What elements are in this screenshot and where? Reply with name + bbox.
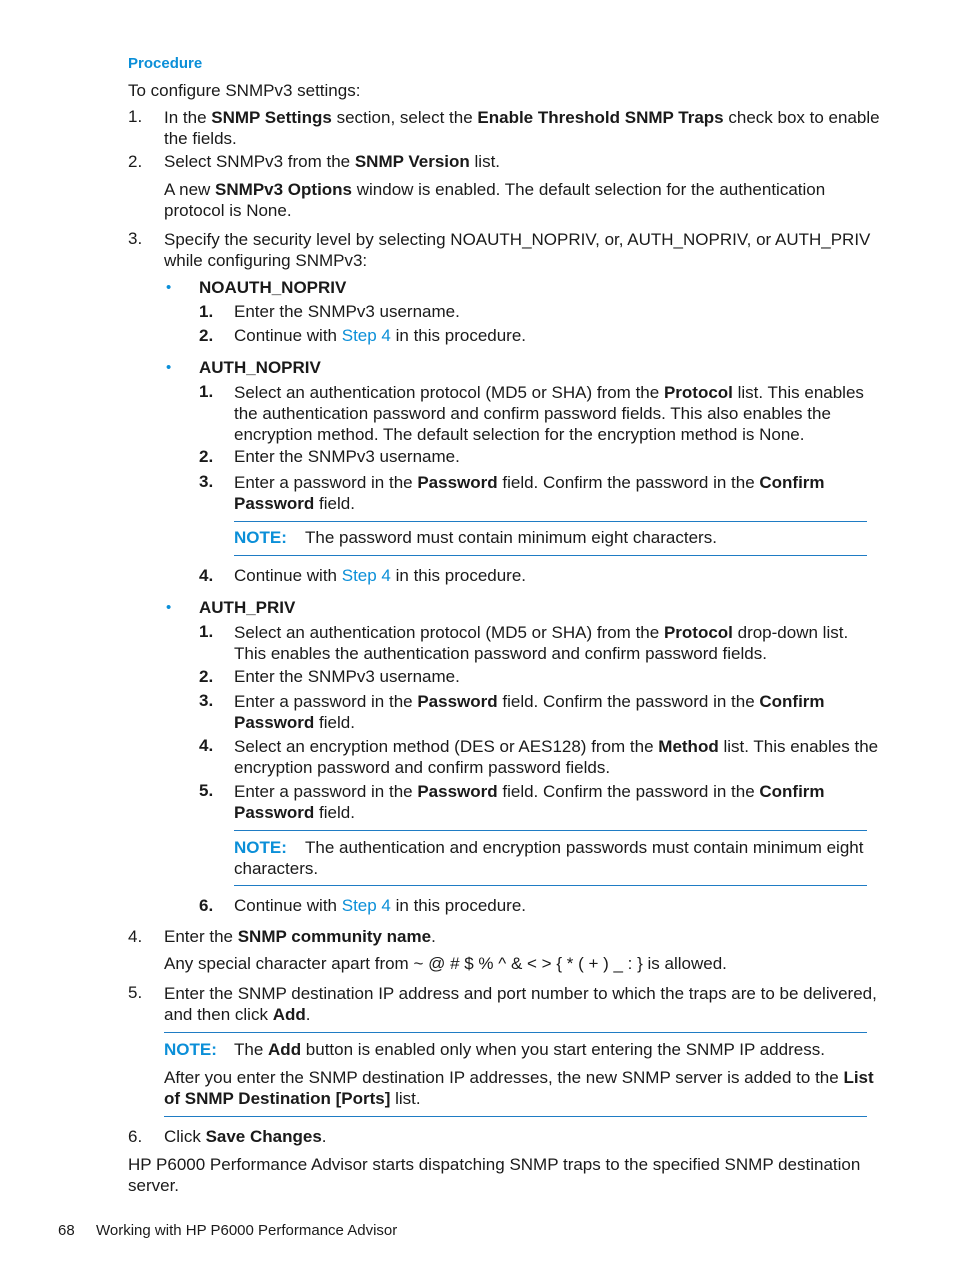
- note-paragraph: After you enter the SNMP destination IP addresses, the new SNMP server is added to the List of SNMP Destination [Ports] list.: [164, 1068, 874, 1108]
- auth-nopriv-step-4-number: 4.: [199, 566, 214, 585]
- step-4-number: 4.: [128, 927, 143, 946]
- auth-nopriv-step-2-number: 2.: [199, 447, 214, 466]
- auth-priv-step-3-text: Enter a password in the Password field. Confirm the password in the Confirm Password field.: [234, 692, 825, 732]
- auth-priv-step-6-text: Continue with Step 4 in this procedure.: [234, 896, 527, 915]
- step-5-text: Enter the SNMP destination IP address and port number to which the traps are to be delivered, and then click Add.: [164, 984, 877, 1024]
- step-2-text: Select SNMPv3 from the SNMP Version list.: [164, 152, 501, 171]
- step-3-text: Specify the security level by selecting NOAUTH_NOPRIV, or, AUTH_NOPRIV, or AUTH_PRIV while configuring SNMPv3:: [164, 230, 871, 270]
- auth-priv-title: AUTH_PRIV: [199, 598, 296, 617]
- step-5-number: 5.: [128, 983, 143, 1002]
- auth-priv-step-4-text: Select an encryption method (DES or AES128) from the Method list. This enables the encryption password and confirm password fields.: [234, 737, 879, 777]
- step-4-paragraph: Any special character apart from ~ @ # $ % ^ & < > { * ( + ) _ : } is allowed.: [164, 954, 727, 973]
- step-1-text: In the SNMP Settings section, select the Enable Threshold SNMP Traps check box to enable the fields.: [164, 108, 880, 148]
- footer-title: Working with HP P6000 Performance Advisor: [96, 1222, 398, 1239]
- auth-nopriv-title: AUTH_NOPRIV: [199, 358, 321, 377]
- auth-priv-step-4-number: 4.: [199, 736, 214, 755]
- note-text: The Add button is enabled only when you start entering the SNMP IP address.: [234, 1040, 825, 1059]
- bullet-icon: •: [166, 279, 172, 296]
- note-text-continued: characters.: [234, 859, 319, 878]
- auth-priv-step-6-number: 6.: [199, 896, 214, 915]
- note-label: NOTE:: [234, 838, 287, 857]
- note-rule-bottom: [234, 885, 867, 886]
- noauth-step-1-number: 1.: [199, 302, 214, 321]
- auth-nopriv-step-3-number: 3.: [199, 472, 214, 491]
- auth-priv-step-1-number: 1.: [199, 622, 214, 641]
- auth-nopriv-step-3-text: Enter a password in the Password field. Confirm the password in the Confirm Password field.: [234, 473, 825, 513]
- auth-nopriv-step-1-text: Select an authentication protocol (MD5 or SHA) from the Protocol list. This enables the authentication password and confirm password fields. This also enables the encryption method. The default selection for the encryption method is None.: [234, 383, 864, 444]
- noauth-step-1-text: Enter the SNMPv3 username.: [234, 302, 460, 321]
- auth-priv-step-3-number: 3.: [199, 691, 214, 710]
- page-number: 68: [58, 1222, 75, 1239]
- auth-priv-step-2-text: Enter the SNMPv3 username.: [234, 667, 460, 686]
- noauth-step-2-number: 2.: [199, 326, 214, 345]
- step-1-number: 1.: [128, 107, 143, 126]
- note-text: The password must contain minimum eight characters.: [305, 528, 717, 547]
- closing-paragraph: HP P6000 Performance Advisor starts dispatching SNMP traps to the specified SNMP destination server.: [128, 1155, 861, 1195]
- auth-priv-step-5-text: Enter a password in the Password field. Confirm the password in the Confirm Password field.: [234, 782, 825, 822]
- step-6-number: 6.: [128, 1127, 143, 1146]
- note-rule-top: [164, 1032, 867, 1033]
- note-rule-bottom: [164, 1116, 867, 1117]
- auth-priv-step-2-number: 2.: [199, 667, 214, 686]
- note-rule-bottom: [234, 555, 867, 556]
- note-label: NOTE:: [164, 1040, 217, 1059]
- noauth-step-2-text: Continue with Step 4 in this procedure.: [234, 326, 527, 345]
- note-label: NOTE:: [234, 528, 287, 547]
- auth-priv-step-5-number: 5.: [199, 781, 214, 800]
- step-2-number: 2.: [128, 152, 143, 171]
- step-4-text: Enter the SNMP community name.: [164, 927, 436, 946]
- note-rule-top: [234, 521, 867, 522]
- note-rule-top: [234, 830, 867, 831]
- auth-priv-step-1-text: Select an authentication protocol (MD5 or SHA) from the Protocol drop-down list. This enables the authentication password and confirm password fields.: [234, 623, 849, 663]
- intro-text: To configure SNMPv3 settings:: [128, 81, 361, 100]
- step-4-link[interactable]: Step 4: [341, 896, 391, 915]
- step-4-link[interactable]: Step 4: [341, 326, 391, 345]
- bullet-icon: •: [166, 359, 172, 376]
- step-2-paragraph: A new SNMPv3 Options window is enabled. The default selection for the authentication protocol is None.: [164, 180, 826, 220]
- noauth-nopriv-title: NOAUTH_NOPRIV: [199, 278, 347, 297]
- bullet-icon: •: [166, 599, 172, 616]
- procedure-heading: Procedure: [128, 55, 203, 72]
- auth-nopriv-step-1-number: 1.: [199, 382, 214, 401]
- note-text: The authentication and encryption passwords must contain minimum eight: [305, 838, 864, 857]
- step-6-text: Click Save Changes.: [164, 1127, 327, 1146]
- step-4-link[interactable]: Step 4: [341, 566, 391, 585]
- step-3-number: 3.: [128, 229, 143, 248]
- auth-nopriv-step-4-text: Continue with Step 4 in this procedure.: [234, 566, 527, 585]
- auth-nopriv-step-2-text: Enter the SNMPv3 username.: [234, 447, 460, 466]
